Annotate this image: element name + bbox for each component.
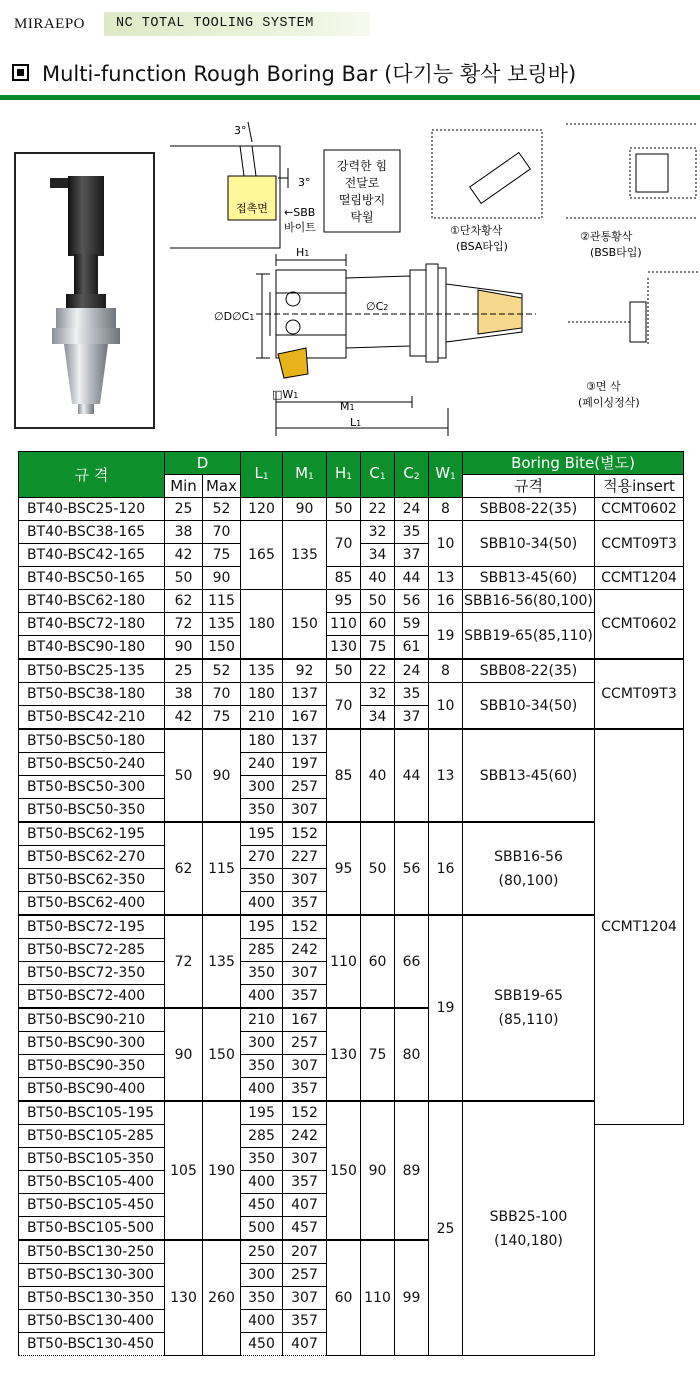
insert-cell: CCMT1204 [595,567,684,590]
model-cell: BT50-BSC90-210 [19,1008,165,1032]
h1-cell: 95 [327,822,361,915]
l1-cell: 400 [241,892,283,916]
l1-cell: 240 [241,753,283,776]
bite-spec-line: SBB19-65 [494,988,563,1004]
contact-surface-label: 접촉면 [236,202,268,215]
h1-cell: 110 [327,915,361,1008]
table-row [19,613,684,636]
angle-label-side: 3° [298,176,311,189]
l1-cell: 300 [241,1032,283,1055]
m1-cell: 137 [283,683,327,706]
bite-cell [463,1101,595,1356]
m1-cell: 357 [283,1078,327,1102]
model-cell: BT50-BSC72-400 [19,985,165,1009]
m1-cell: 242 [283,939,327,962]
l1-cell: 285 [241,939,283,962]
l1-cell: 400 [241,1310,283,1333]
max-cell: 90 [203,729,241,822]
type2-type: (BSB타입) [590,246,642,259]
brand-name: MIRAEPO [14,16,86,32]
m1-cell: 90 [283,498,327,521]
m1-cell: 307 [283,1148,327,1171]
feature-line-4: 탁월 [350,210,374,224]
min-cell: 62 [165,590,203,613]
system-banner [104,12,370,36]
l1-cell: 300 [241,776,283,799]
l1-cell: 210 [241,1008,283,1032]
bite-spec-line: SBB16-56 [494,848,563,865]
header-w1: W1 [429,452,463,498]
dim-w1: □W1 [272,388,299,401]
model-cell: BT50-BSC38-180 [19,683,165,706]
insert-cell: CCMT09T3 [595,521,684,567]
model-cell: BT50-BSC62-270 [19,846,165,869]
model-cell: BT50-BSC130-450 [19,1333,165,1356]
c1-cell: 50 [361,590,395,613]
max-cell: 150 [203,636,241,660]
model-cell: BT50-BSC130-350 [19,1287,165,1310]
technical-diagram [160,108,700,448]
c1-cell: 40 [361,729,395,822]
h1-cell: 70 [327,683,361,730]
c2-cell: 24 [395,498,429,521]
m1-cell: 152 [283,1101,327,1125]
model-cell: BT50-BSC105-285 [19,1125,165,1148]
m1-cell: 257 [283,1264,327,1287]
header-l1: L1 [241,452,283,498]
m1-cell: 135 [283,521,327,590]
min-cell: 72 [165,613,203,636]
bite-cell [463,683,595,730]
bar-side-view [256,264,536,362]
c1-cell: 32 [361,521,395,544]
w1-cell: 25 [429,1101,463,1356]
model-cell: BT40-BSC42-165 [19,544,165,567]
bite-cell [463,567,595,590]
c1-cell: 90 [361,1101,395,1240]
insert-shape [278,348,308,378]
l1-cell: 450 [241,1333,283,1356]
bite-spec-line: SBB16-56(80,100) [464,593,593,609]
header-c2: C2 [395,452,429,498]
model-cell: BT50-BSC72-285 [19,939,165,962]
h1-cell: 50 [327,498,361,521]
c2-cell: 44 [395,567,429,590]
min-cell: 90 [165,1008,203,1101]
dim-c1: ∅C1 [232,310,255,323]
model-cell: BT50-BSC105-350 [19,1148,165,1171]
table-row [19,1101,684,1125]
max-cell: 52 [203,498,241,521]
c1-cell: 34 [361,706,395,730]
spec-table-body [19,498,684,1356]
bite-cell [463,915,595,1101]
insert-cell: CCMT0602 [595,498,684,521]
header-c1: C1 [361,452,395,498]
m1-cell: 307 [283,962,327,985]
bite-spec-line: SBB19-65(85,110) [464,627,593,644]
model-cell: BT50-BSC50-350 [19,799,165,823]
dim-m1: M1 [340,400,355,413]
l1-cell: 350 [241,1287,283,1310]
table-row [19,822,684,846]
m1-cell: 257 [283,1032,327,1055]
m1-cell: 307 [283,799,327,823]
m1-cell: 92 [283,659,327,683]
l1-cell: 165 [241,521,283,590]
c2-cell: 35 [395,521,429,544]
m1-cell: 357 [283,892,327,916]
header-bite-spec: 규격 [463,475,595,498]
c1-cell: 34 [361,544,395,567]
c2-cell: 56 [395,590,429,613]
m1-cell: 150 [283,590,327,660]
model-cell: BT50-BSC105-195 [19,1101,165,1125]
m1-cell: 457 [283,1217,327,1241]
table-row [19,590,684,613]
h1-cell: 85 [327,567,361,590]
l1-cell: 350 [241,962,283,985]
l1-cell: 450 [241,1194,283,1217]
table-row [19,683,684,706]
w1-cell: 19 [429,915,463,1101]
type2-label: ②관통황삭 [580,230,633,243]
table-row [19,498,684,521]
min-cell: 38 [165,683,203,706]
m1-cell: 357 [283,985,327,1009]
model-cell: BT50-BSC130-300 [19,1264,165,1287]
l1-cell: 350 [241,799,283,823]
c2-cell: 35 [395,683,429,706]
insert-cell: CCMT09T3 [595,659,684,729]
bite-spec-line: SBB08-22(35) [479,663,578,679]
m1-cell: 242 [283,1125,327,1148]
h1-cell: 60 [327,1240,361,1356]
model-cell: BT50-BSC105-400 [19,1171,165,1194]
c2-cell: 37 [395,706,429,730]
dim-h1: H1 [296,246,310,259]
model-cell: BT50-BSC62-350 [19,869,165,892]
type3-type: (페이싱정삭) [578,396,640,409]
h1-cell: 85 [327,729,361,822]
m1-cell: 152 [283,915,327,939]
w1-cell: 10 [429,521,463,567]
insert-cell: CCMT0602 [595,590,684,660]
model-cell: BT40-BSC38-165 [19,521,165,544]
l1-cell: 120 [241,498,283,521]
c2-cell: 66 [395,915,429,1008]
dim-l1: L1 [350,416,362,429]
c2-cell: 89 [395,1101,429,1240]
title-row [0,56,700,96]
c2-cell: 24 [395,659,429,683]
min-cell: 25 [165,659,203,683]
max-cell: 190 [203,1101,241,1240]
type3-label: ③면 삭 [586,380,621,393]
max-cell: 75 [203,544,241,567]
min-cell: 38 [165,521,203,544]
bite-cell [463,659,595,683]
header-bite: Boring Bite(별도) [463,452,684,475]
title-divider [0,95,700,100]
model-cell: BT40-BSC62-180 [19,590,165,613]
dim-c2: ∅C2 [366,300,389,313]
l1-cell: 180 [241,729,283,753]
min-cell: 42 [165,706,203,730]
l1-cell: 270 [241,846,283,869]
bite-spec-line: SBB25-100 [489,1208,568,1225]
min-cell: 105 [165,1101,203,1240]
h1-cell: 130 [327,1008,361,1101]
insert-cell: CCMT1204 [595,729,684,1125]
w1-cell: 13 [429,729,463,822]
h1-cell: 70 [327,521,361,567]
model-cell: BT50-BSC105-500 [19,1217,165,1241]
bite-cell [463,590,595,613]
l1-cell: 400 [241,985,283,1009]
m1-cell: 357 [283,1310,327,1333]
max-cell: 115 [203,822,241,915]
h1-cell: 95 [327,590,361,613]
bite-cell [463,822,595,915]
model-cell: BT50-BSC130-400 [19,1310,165,1333]
w1-cell: 10 [429,683,463,730]
c2-cell: 59 [395,613,429,636]
min-cell: 42 [165,544,203,567]
square-bullet-icon [12,64,29,81]
c1-cell: 22 [361,498,395,521]
l1-cell: 285 [241,1125,283,1148]
w1-cell: 13 [429,567,463,590]
max-cell: 90 [203,567,241,590]
l1-cell: 500 [241,1217,283,1241]
model-cell: BT50-BSC25-135 [19,659,165,683]
model-cell: BT50-BSC62-400 [19,892,165,916]
c1-cell: 110 [361,1240,395,1356]
model-cell: BT50-BSC105-450 [19,1194,165,1217]
l1-cell: 300 [241,1264,283,1287]
model-cell: BT40-BSC25-120 [19,498,165,521]
min-cell: 50 [165,567,203,590]
l1-cell: 195 [241,915,283,939]
bite-size-line: (80,100) [498,872,559,889]
dim-d: ∅D [214,310,233,323]
model-cell: BT50-BSC90-300 [19,1032,165,1055]
l1-cell: 400 [241,1171,283,1194]
m1-cell: 167 [283,706,327,730]
min-cell: 25 [165,498,203,521]
model-cell: BT50-BSC50-180 [19,729,165,753]
sbb-label: ←SBB [284,206,316,219]
model-cell: BT50-BSC72-350 [19,962,165,985]
l1-cell: 180 [241,590,283,660]
m1-cell: 407 [283,1194,327,1217]
h1-cell: 50 [327,659,361,683]
l1-cell: 135 [241,659,283,683]
max-cell: 75 [203,706,241,730]
bite-cell [463,521,595,567]
w1-cell: 16 [429,822,463,915]
header-d: D [165,452,241,475]
min-cell: 72 [165,915,203,1008]
header-spec: 규 격 [19,452,165,498]
max-cell: 70 [203,683,241,706]
m1-cell: 197 [283,753,327,776]
feature-line-3: 떨림방지 [338,193,386,207]
system-title: NC TOTAL TOOLING SYSTEM [116,16,314,31]
l1-cell: 350 [241,1055,283,1078]
model-cell: BT50-BSC130-250 [19,1240,165,1264]
feature-line-1: 강력한 힘 [336,159,388,173]
model-cell: BT50-BSC72-195 [19,915,165,939]
bite-cell [463,498,595,521]
feature-line-2: 전달로 [344,176,380,190]
table-row [19,729,684,753]
min-cell: 130 [165,1240,203,1356]
m1-cell: 357 [283,1171,327,1194]
c1-cell: 40 [361,567,395,590]
bite-spec-line: SBB10-34(50) [479,535,578,552]
min-cell: 90 [165,636,203,660]
m1-cell: 167 [283,1008,327,1032]
c1-cell: 60 [361,613,395,636]
c2-cell: 44 [395,729,429,822]
l1-cell: 350 [241,869,283,892]
header-insert: 적용insert [595,475,684,498]
c2-cell: 80 [395,1008,429,1101]
h1-cell: 110 [327,613,361,636]
max-cell: 260 [203,1240,241,1356]
c1-cell: 75 [361,636,395,660]
spec-table [18,451,684,1356]
bite-cell [463,613,595,660]
model-cell: BT40-BSC72-180 [19,613,165,636]
h1-cell: 150 [327,1101,361,1240]
h1-cell: 130 [327,636,361,660]
table-row [19,567,684,590]
table-row [19,915,684,939]
c1-cell: 32 [361,683,395,706]
bite-label: 바이트 [284,221,316,234]
max-cell: 150 [203,1008,241,1101]
table-row [19,521,684,544]
max-cell: 115 [203,590,241,613]
bite-spec-line: SBB10-34(50) [479,697,578,714]
header-h1: H1 [327,452,361,498]
model-cell: BT50-BSC62-195 [19,822,165,846]
l1-cell: 400 [241,1078,283,1102]
page-title: Multi-function Rough Boring Bar (다기능 황삭 보링바) [42,62,577,86]
l1-cell: 250 [241,1240,283,1264]
m1-cell: 137 [283,729,327,753]
insert-detail [170,122,288,248]
model-cell: BT40-BSC50-165 [19,567,165,590]
c1-cell: 75 [361,1008,395,1101]
m1-cell: 257 [283,776,327,799]
c2-cell: 61 [395,636,429,660]
min-cell: 50 [165,729,203,822]
m1-cell: 407 [283,1333,327,1356]
header-d-max: Max [203,475,241,498]
m1-cell: 152 [283,822,327,846]
c2-cell: 56 [395,822,429,915]
m1-cell: 307 [283,1055,327,1078]
model-cell: BT50-BSC42-210 [19,706,165,730]
angle-label-top: 3° [234,124,247,137]
m1-cell: 307 [283,869,327,892]
bite-spec-line: SBB08-22(35) [479,501,578,517]
bite-spec-line: SBB13-45(60) [479,767,578,784]
bite-size-line: (85,110) [498,1012,559,1028]
l1-cell: 210 [241,706,283,730]
type1-label: ①단차황삭 [450,224,503,237]
m1-cell: 227 [283,846,327,869]
m1-cell: 307 [283,1287,327,1310]
min-cell: 62 [165,822,203,915]
bite-size-line: (140,180) [494,1232,563,1249]
c2-cell: 37 [395,544,429,567]
c2-cell: 99 [395,1240,429,1356]
bite-spec-line: SBB13-45(60) [479,570,578,586]
w1-cell: 16 [429,590,463,613]
c1-cell: 50 [361,822,395,915]
c1-cell: 60 [361,915,395,1008]
max-cell: 135 [203,613,241,636]
top-bar [0,0,700,46]
header-m1: M1 [283,452,327,498]
max-cell: 70 [203,521,241,544]
l1-cell: 195 [241,822,283,846]
max-cell: 135 [203,915,241,1008]
type1-type: (BSA타입) [456,240,508,253]
model-cell: BT40-BSC90-180 [19,636,165,660]
bite-cell [463,729,595,822]
w1-cell: 19 [429,613,463,660]
product-photo [14,152,155,429]
l1-cell: 180 [241,683,283,706]
table-row [19,659,684,683]
model-cell: BT50-BSC50-300 [19,776,165,799]
l1-cell: 350 [241,1148,283,1171]
w1-cell: 8 [429,659,463,683]
max-cell: 52 [203,659,241,683]
model-cell: BT50-BSC90-350 [19,1055,165,1078]
model-cell: BT50-BSC50-240 [19,753,165,776]
l1-cell: 195 [241,1101,283,1125]
header-d-min: Min [165,475,203,498]
w1-cell: 8 [429,498,463,521]
model-cell: BT50-BSC90-400 [19,1078,165,1102]
m1-cell: 207 [283,1240,327,1264]
c1-cell: 22 [361,659,395,683]
